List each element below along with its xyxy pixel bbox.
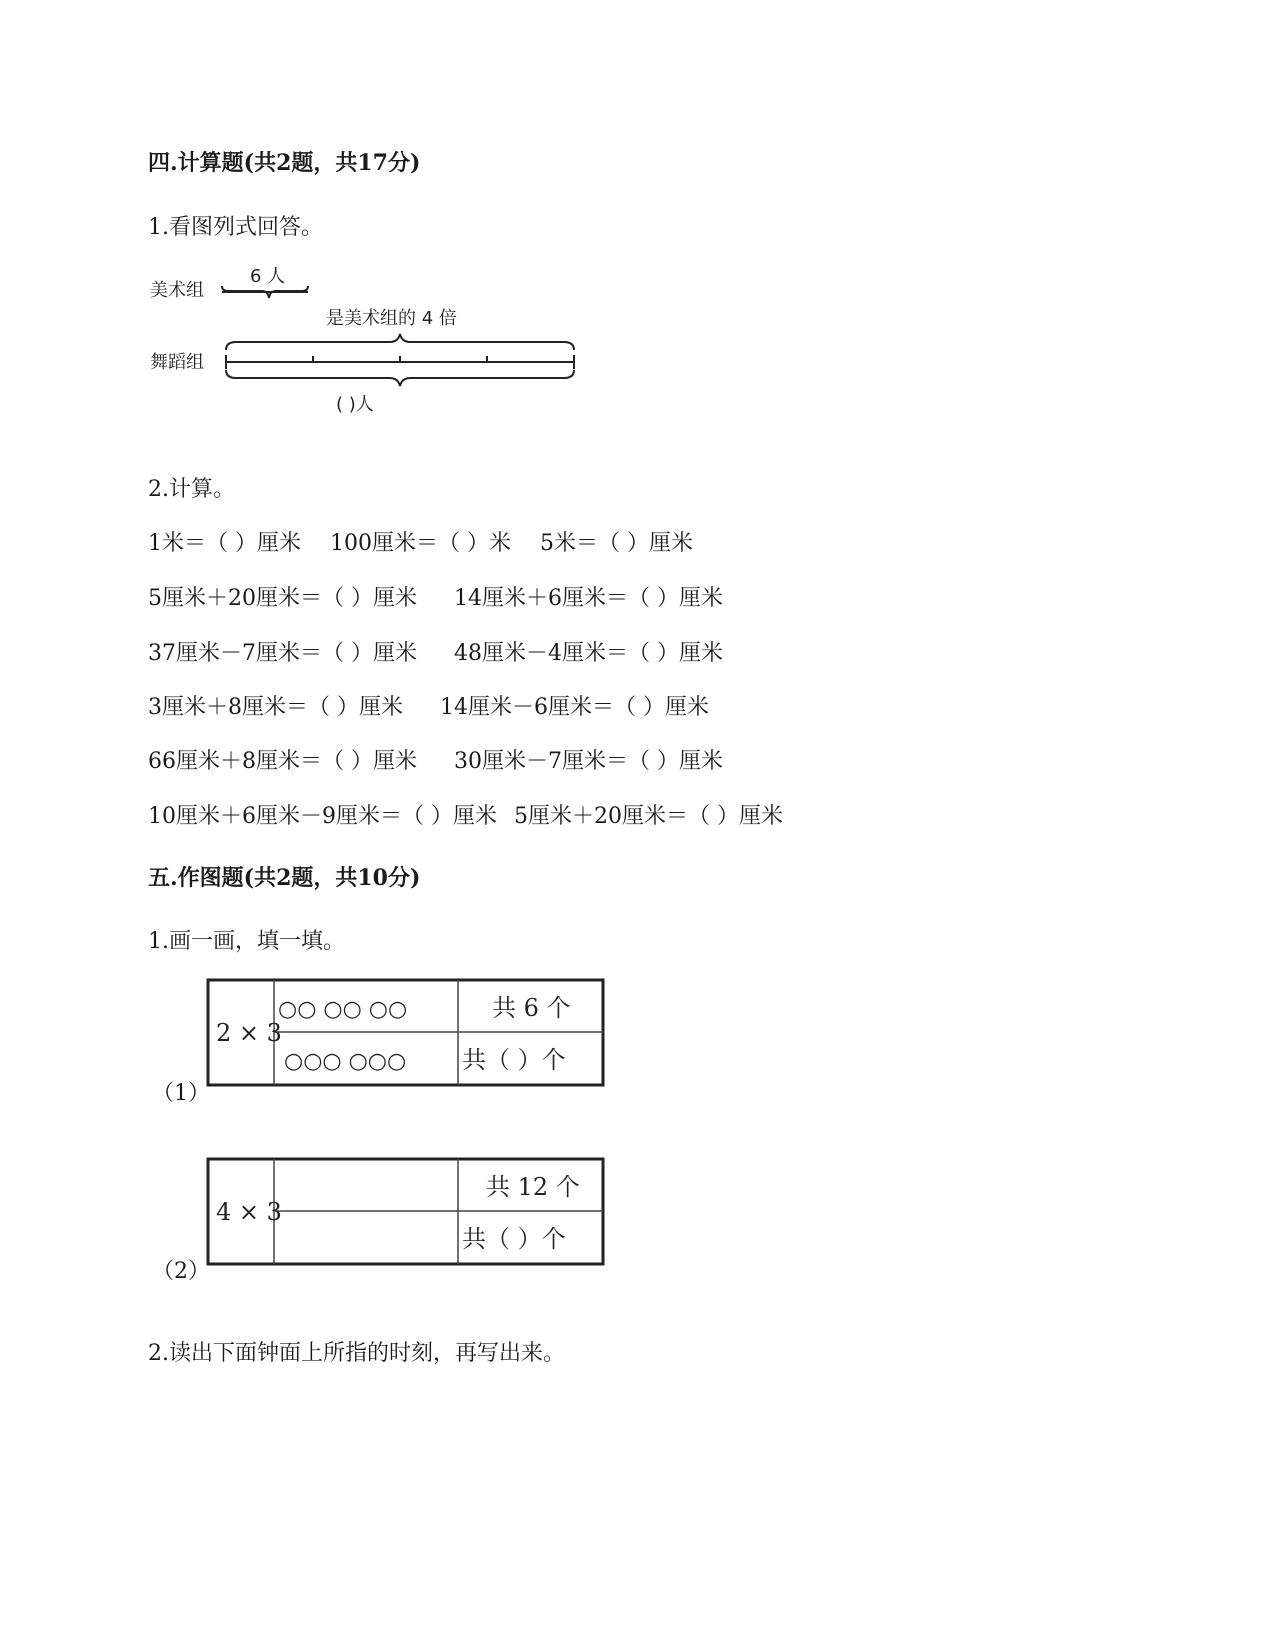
- q1-prompt: 1.看图列式回答。: [148, 215, 323, 240]
- calc-item: 5厘米＋20厘米＝（ ）厘米: [513, 804, 783, 829]
- calc-row: [148, 744, 723, 775]
- art-group-label: 美术组: [150, 280, 204, 301]
- calc-item: 48厘米－4厘米＝（ ）厘米: [454, 641, 723, 666]
- art-count-label: 6 人: [250, 266, 286, 287]
- calc-row: [148, 636, 723, 667]
- calc-item: 5厘米＋20厘米＝（ ）厘米: [148, 586, 417, 611]
- top-brace: [226, 334, 574, 350]
- table1-circles-bottom: ○○○ ○○○: [284, 1049, 407, 1074]
- table2-total-bottom: 共（ ）个: [462, 1225, 566, 1253]
- table1: [206, 978, 606, 1090]
- calc-row: [148, 690, 709, 721]
- q2-prompt: 2.计算。: [148, 477, 235, 502]
- table1-total-bottom: 共（ ）个: [462, 1046, 566, 1074]
- table1-circles-top: ○○ ○○ ○○: [278, 997, 408, 1022]
- calc-item: 37厘米－7厘米＝（ ）厘米: [148, 641, 417, 666]
- section4-heading: 四.计算题(共2题，共17分): [148, 150, 421, 176]
- table2-expr: 4 × 3: [216, 1198, 282, 1226]
- calc-item: 14厘米－6厘米＝（ ）厘米: [440, 695, 709, 720]
- dance-group-label: 舞蹈组: [150, 352, 204, 373]
- draw-q1-prompt: 1.画一画，填一填。: [148, 929, 345, 954]
- calc-item: 5米＝（ ）厘米: [540, 531, 693, 556]
- table2-total-top: 共 12 个: [486, 1173, 580, 1201]
- calc-item: 3厘米＋8厘米＝（ ）厘米: [148, 695, 403, 720]
- calc-item: 66厘米＋8厘米＝（ ）厘米: [148, 749, 417, 774]
- calc-item: 30厘米－7厘米＝（ ）厘米: [454, 749, 723, 774]
- table2-draw-area-bottom[interactable]: [276, 1213, 456, 1262]
- table1-total-top: 共 6 个: [492, 994, 571, 1022]
- table1-label: （1）: [152, 1081, 210, 1106]
- table2-draw-area-top[interactable]: [276, 1161, 456, 1209]
- calc-item: 1米＝（ ）厘米: [148, 531, 301, 556]
- clock-q2-prompt: 2.读出下面钟面上所指的时刻，再写出来。: [148, 1341, 565, 1366]
- calc-row: [148, 526, 693, 557]
- table2: [206, 1157, 606, 1269]
- table1-expr: 2 × 3: [216, 1019, 282, 1047]
- answer-blank-label: ( )人: [336, 394, 374, 415]
- calc-item: 10厘米＋6厘米－9厘米＝（ ）厘米: [148, 804, 497, 829]
- relation-label: 是美术组的 4 倍: [326, 308, 457, 329]
- calc-row: [148, 581, 723, 612]
- table2-label: （2）: [152, 1259, 210, 1284]
- calc-item: 100厘米＝（ ）米: [330, 531, 511, 556]
- calc-row: [148, 799, 783, 830]
- calc-item: 14厘米＋6厘米＝（ ）厘米: [454, 586, 723, 611]
- multiple-diagram: [140, 258, 600, 428]
- bottom-brace: [226, 370, 574, 386]
- section5-heading: 五.作图题(共2题，共10分): [148, 865, 421, 891]
